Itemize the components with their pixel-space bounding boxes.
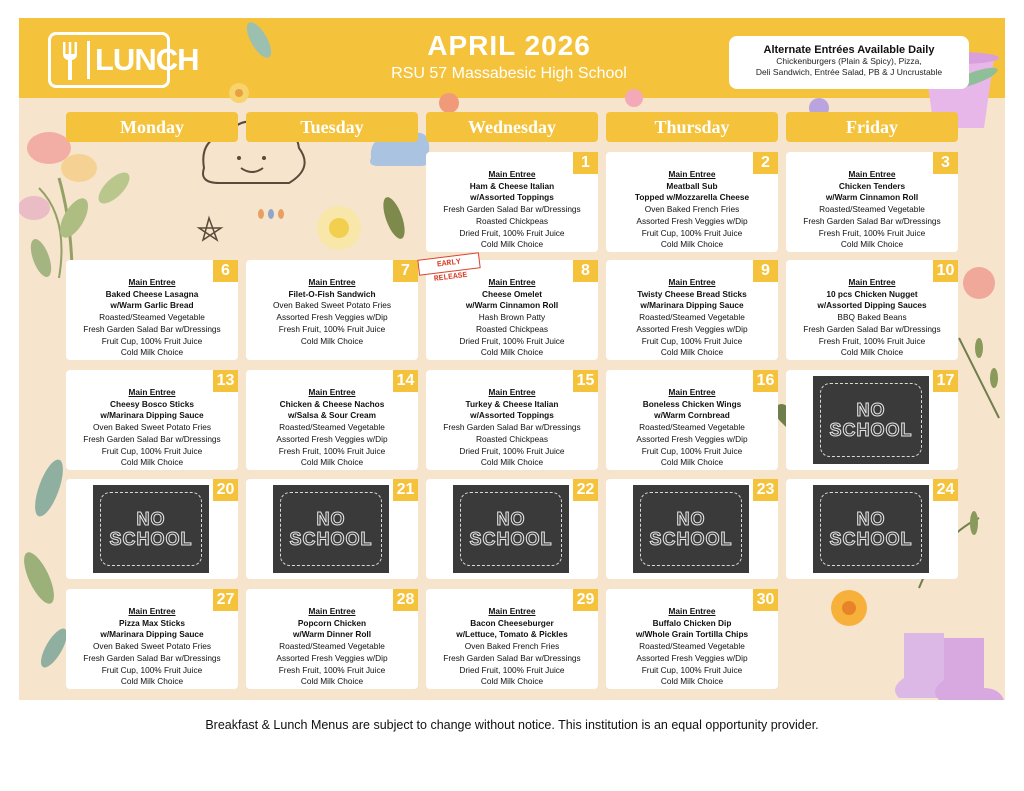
side-item: Cold Milk Choice xyxy=(120,457,184,468)
side-item: Fresh Fruit, 100% Fruit Juice xyxy=(278,664,386,675)
no-school-sign xyxy=(633,485,749,573)
day-header-friday: Friday xyxy=(786,112,958,142)
day-cell xyxy=(426,589,598,689)
entree-line: 10 pcs Chicken Nugget xyxy=(826,288,918,299)
side-item: Cold Milk Choice xyxy=(300,335,364,346)
day-cell xyxy=(66,589,238,689)
side-item: Dried Fruit, 100% Fruit Juice xyxy=(459,445,565,456)
day-cell xyxy=(246,370,418,470)
early-release-stamp: EARLY RELEASE xyxy=(417,252,480,275)
side-item: Oven Baked Sweet Potato Fries xyxy=(272,300,392,311)
side-item: Fresh Garden Salad Bar w/Dressings xyxy=(443,422,581,433)
side-item: Assorted Fresh Veggies w/Dip xyxy=(636,652,748,663)
alternates-line: Deli Sandwich, Entrée Salad, PB & J Uncrustable xyxy=(755,67,943,77)
side-item: Fruit Cup, 100% Fruit Juice xyxy=(641,335,743,346)
date-badge: 6 xyxy=(213,260,238,282)
date-badge: 2 xyxy=(753,152,778,174)
main-entree-label: Main Entree xyxy=(668,387,716,397)
no-school-text xyxy=(273,509,389,549)
no-school-sign xyxy=(453,485,569,573)
side-item: Roasted/Steamed Vegetable xyxy=(639,422,745,433)
side-item: Cold Milk Choice xyxy=(120,347,184,358)
day-cell xyxy=(246,589,418,689)
day-cell xyxy=(66,479,238,579)
side-item: Roasted/Steamed Vegetable xyxy=(639,312,745,323)
main-entree-label: Main Entree xyxy=(848,169,896,179)
entree-line: Meatball Sub xyxy=(666,180,718,191)
side-item: Oven Baked Sweet Potato Fries xyxy=(92,422,212,433)
side-item: Fresh Fruit, 100% Fruit Juice xyxy=(818,227,926,238)
menu-content xyxy=(786,277,958,359)
side-item: Fruit Cup, 100% Fruit Juice xyxy=(101,445,203,456)
side-item: Dried Fruit, 100% Fruit Juice xyxy=(459,664,565,675)
side-item: Cold Milk Choice xyxy=(480,676,544,687)
menu-content xyxy=(66,277,238,359)
side-item: Assorted Fresh Veggies w/Dip xyxy=(636,433,748,444)
entree-line: w/Assorted Dipping Sauces xyxy=(817,300,927,311)
side-item: Cold Milk Choice xyxy=(840,239,904,250)
entree-line: Ham & Cheese Italian xyxy=(469,180,555,191)
date-badge: 21 xyxy=(393,479,418,501)
entree-line: Topped w/Mozzarella Cheese xyxy=(634,192,750,203)
day-cell xyxy=(606,479,778,579)
main-entree-label: Main Entree xyxy=(668,277,716,287)
side-item: Cold Milk Choice xyxy=(300,676,364,687)
date-badge: 9 xyxy=(753,260,778,282)
side-item: Fresh Fruit, 100% Fruit Juice xyxy=(278,445,386,456)
date-badge: 13 xyxy=(213,370,238,392)
side-item: Assorted Fresh Veggies w/Dip xyxy=(276,312,388,323)
menu-content xyxy=(246,387,418,469)
no-school-line: SCHOOL xyxy=(829,420,913,440)
alternates-title: Alternate Entrées Available Daily xyxy=(763,44,935,56)
entree-line: w/Marinara Dipping Sauce xyxy=(100,629,204,640)
side-item: Roasted/Steamed Vegetable xyxy=(639,641,745,652)
menu-content xyxy=(606,277,778,359)
side-item: Roasted Chickpeas xyxy=(476,323,548,334)
main-entree-label: Main Entree xyxy=(308,606,356,616)
side-item: Roasted/Steamed Vegetable xyxy=(279,641,385,652)
side-item: Fresh Garden Salad Bar w/Dressings xyxy=(83,652,221,663)
no-school-sign xyxy=(273,485,389,573)
date-badge: 14 xyxy=(393,370,418,392)
side-item: Roasted/Steamed Vegetable xyxy=(279,422,385,433)
side-item: Dried Fruit, 100% Fruit Juice xyxy=(459,335,565,346)
side-item: Assorted Fresh Veggies w/Dip xyxy=(276,652,388,663)
date-badge: 15 xyxy=(573,370,598,392)
side-item: Fruit Cup, 100% Fruit Juice xyxy=(101,335,203,346)
date-badge: 8 xyxy=(573,260,598,282)
side-item: Oven Baked French Fries xyxy=(644,204,740,215)
menu-content xyxy=(66,606,238,688)
menu-content xyxy=(606,387,778,469)
entree-line: Cheesy Bosco Sticks xyxy=(110,398,194,409)
alternates-line: Chickenburgers (Plain & Spicy), Pizza, xyxy=(776,56,922,66)
date-badge: 30 xyxy=(753,589,778,611)
main-entree-label: Main Entree xyxy=(668,169,716,179)
no-school-line: NO xyxy=(856,400,886,420)
side-item: Fruit Cup, 100% Fruit Juice xyxy=(101,664,203,675)
day-header-monday: Monday xyxy=(66,112,238,142)
date-badge: 1 xyxy=(573,152,598,174)
main-entree-label: Main Entree xyxy=(488,169,536,179)
day-cell xyxy=(426,370,598,470)
page-title: APRIL 2026 xyxy=(427,30,591,61)
main-entree-label: Main Entree xyxy=(128,606,176,616)
entree-line: Bacon Cheeseburger xyxy=(470,617,554,628)
no-school-line: NO xyxy=(136,509,166,529)
side-item: Fruit Cup, 100% Fruit Juice xyxy=(641,227,743,238)
main-entree-label: Main Entree xyxy=(128,387,176,397)
main-entree-label: Main Entree xyxy=(488,277,536,287)
side-item: Fresh Garden Salad Bar w/Dressings xyxy=(443,652,581,663)
side-item: Assorted Fresh Veggies w/Dip xyxy=(636,323,748,334)
main-entree-label: Main Entree xyxy=(488,606,536,616)
no-school-text xyxy=(813,400,929,440)
day-cell xyxy=(606,152,778,252)
side-item: Cold Milk Choice xyxy=(300,457,364,468)
day-header-wednesday: Wednesday xyxy=(426,112,598,142)
side-item: Oven Baked French Fries xyxy=(464,641,560,652)
entree-line: w/Lettuce, Tomato & Pickles xyxy=(456,629,568,640)
day-cell xyxy=(246,260,418,360)
side-item: BBQ Baked Beans xyxy=(837,312,907,323)
page-subtitle: RSU 57 Massabesic High School xyxy=(391,65,627,82)
side-item: Fresh Garden Salad Bar w/Dressings xyxy=(83,323,221,334)
no-school-line: NO xyxy=(496,509,526,529)
entree-line: w/Warm Cinnamon Roll xyxy=(825,192,919,203)
day-cell xyxy=(246,479,418,579)
side-item: Assorted Fresh Veggies w/Dip xyxy=(636,215,748,226)
day-cell xyxy=(66,370,238,470)
menu-content xyxy=(786,169,958,251)
main-entree-label: Main Entree xyxy=(488,387,536,397)
main-entree-label: Main Entree xyxy=(848,277,896,287)
side-item: Fresh Fruit, 100% Fruit Juice xyxy=(278,323,386,334)
entree-line: Filet-O-Fish Sandwich xyxy=(288,288,376,299)
side-item: Fruit Cup, 100% Fruit Juice xyxy=(641,664,743,675)
day-cell xyxy=(786,479,958,579)
main-entree-label: Main Entree xyxy=(308,277,356,287)
entree-line: w/Assorted Toppings xyxy=(470,410,554,421)
date-badge: 20 xyxy=(213,479,238,501)
menu-content xyxy=(426,169,598,251)
date-badge: 10 xyxy=(933,260,958,282)
side-item: Fresh Garden Salad Bar w/Dressings xyxy=(443,204,581,215)
date-badge: 17 xyxy=(933,370,958,392)
side-item: Fresh Garden Salad Bar w/Dressings xyxy=(83,433,221,444)
date-badge: 27 xyxy=(213,589,238,611)
side-item: Roasted Chickpeas xyxy=(476,215,548,226)
side-item: Cold Milk Choice xyxy=(660,457,724,468)
day-cell xyxy=(606,589,778,689)
entree-line: w/Salsa & Sour Cream xyxy=(287,410,377,421)
date-badge: 23 xyxy=(753,479,778,501)
side-item: Fresh Garden Salad Bar w/Dressings xyxy=(803,215,941,226)
no-school-sign xyxy=(93,485,209,573)
side-item: Cold Milk Choice xyxy=(840,347,904,358)
entree-line: Chicken & Cheese Nachos xyxy=(279,398,385,409)
menu-content xyxy=(606,169,778,251)
no-school-line: SCHOOL xyxy=(469,529,553,549)
entree-line: w/Whole Grain Tortilla Chips xyxy=(635,629,749,640)
side-item: Cold Milk Choice xyxy=(120,676,184,687)
main-entree-label: Main Entree xyxy=(308,387,356,397)
entree-line: Turkey & Cheese Italian xyxy=(465,398,559,409)
day-cell xyxy=(786,370,958,470)
menu-poster xyxy=(19,18,1005,700)
date-badge: 22 xyxy=(573,479,598,501)
no-school-line: NO xyxy=(316,509,346,529)
entree-line: Boneless Chicken Wings xyxy=(642,398,742,409)
entree-line: w/Warm Garlic Bread xyxy=(110,300,194,311)
fork-icon xyxy=(62,42,78,80)
logo-text: LUNCH xyxy=(95,42,199,77)
no-school-line: SCHOOL xyxy=(289,529,373,549)
entree-line: Popcorn Chicken xyxy=(297,617,367,628)
day-header-thursday: Thursday xyxy=(606,112,778,142)
menu-content xyxy=(426,277,598,359)
no-school-line: SCHOOL xyxy=(649,529,733,549)
side-item: Fresh Garden Salad Bar w/Dressings xyxy=(803,323,941,334)
side-item: Cold Milk Choice xyxy=(660,347,724,358)
day-cell xyxy=(606,370,778,470)
menu-content xyxy=(246,606,418,688)
side-item: Oven Baked Sweet Potato Fries xyxy=(92,641,212,652)
day-cell xyxy=(786,260,958,360)
lunch-logo xyxy=(48,32,199,88)
logo-divider xyxy=(87,41,90,79)
entree-line: w/Warm Dinner Roll xyxy=(292,629,372,640)
footer-disclaimer: Breakfast & Lunch Menus are subject to change without notice. This institution is an equal opportunity provider. xyxy=(205,718,819,732)
menu-content xyxy=(606,606,778,688)
entree-line: w/Warm Cinnamon Roll xyxy=(465,300,559,311)
entree-line: Chicken Tenders xyxy=(838,180,906,191)
day-cell xyxy=(786,152,958,252)
side-item: Cold Milk Choice xyxy=(480,347,544,358)
entree-line: Cheese Omelet xyxy=(482,288,542,299)
no-school-line: NO xyxy=(676,509,706,529)
menu-content xyxy=(426,606,598,688)
day-cell xyxy=(426,479,598,579)
date-badge: 24 xyxy=(933,479,958,501)
no-school-text xyxy=(633,509,749,549)
side-item: Cold Milk Choice xyxy=(660,676,724,687)
side-item: Fresh Fruit, 100% Fruit Juice xyxy=(818,335,926,346)
side-item: Roasted Chickpeas xyxy=(476,433,548,444)
menu-content xyxy=(66,387,238,469)
side-item: Fruit Cup, 100% Fruit Juice xyxy=(641,445,743,456)
menu-content xyxy=(426,387,598,469)
no-school-sign xyxy=(813,485,929,573)
no-school-line: SCHOOL xyxy=(829,529,913,549)
no-school-line: NO xyxy=(856,509,886,529)
day-cell xyxy=(606,260,778,360)
side-item: Roasted/Steamed Vegetable xyxy=(819,204,925,215)
no-school-text xyxy=(813,509,929,549)
date-badge: 16 xyxy=(753,370,778,392)
entree-line: w/Marinara Dipping Sauce xyxy=(100,410,204,421)
side-item: Dried Fruit, 100% Fruit Juice xyxy=(459,227,565,238)
date-badge: 3 xyxy=(933,152,958,174)
day-header-tuesday: Tuesday xyxy=(246,112,418,142)
entree-line: Baked Cheese Lasagna xyxy=(105,288,199,299)
entree-line: w/Warm Cornbread xyxy=(654,410,730,421)
entree-line: w/Marinara Dipping Sauce xyxy=(640,300,744,311)
side-item: Assorted Fresh Veggies w/Dip xyxy=(276,433,388,444)
no-school-sign xyxy=(813,376,929,464)
no-school-text xyxy=(93,509,209,549)
alternates-box xyxy=(729,36,969,89)
side-item: Cold Milk Choice xyxy=(660,239,724,250)
entree-line: Twisty Cheese Bread Sticks xyxy=(637,288,747,299)
entree-line: Buffalo Chicken Dip xyxy=(652,617,732,628)
entree-line: Pizza Max Sticks xyxy=(119,617,185,628)
no-school-text xyxy=(453,509,569,549)
side-item: Cold Milk Choice xyxy=(480,457,544,468)
side-item: Hash Brown Patty xyxy=(478,312,546,323)
day-cell xyxy=(66,260,238,360)
main-entree-label: Main Entree xyxy=(128,277,176,287)
menu-content xyxy=(246,277,418,347)
date-badge: 29 xyxy=(573,589,598,611)
day-cell xyxy=(426,152,598,252)
date-badge: 7 xyxy=(393,260,418,282)
side-item: Cold Milk Choice xyxy=(480,239,544,250)
side-item: Roasted/Steamed Vegetable xyxy=(99,312,205,323)
entree-line: w/Assorted Toppings xyxy=(470,192,554,203)
date-badge: 28 xyxy=(393,589,418,611)
main-entree-label: Main Entree xyxy=(668,606,716,616)
no-school-line: SCHOOL xyxy=(109,529,193,549)
